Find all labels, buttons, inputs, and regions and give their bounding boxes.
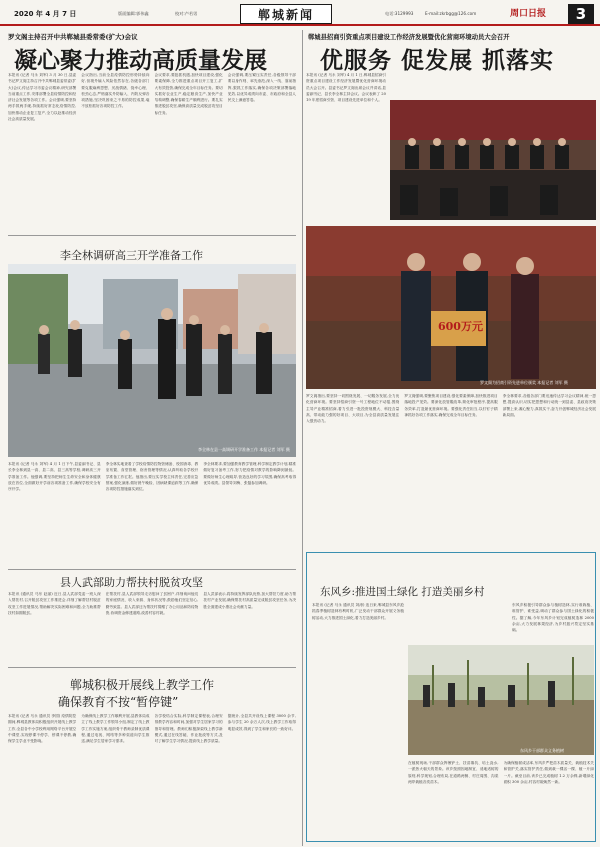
editor-credit: 版面编辑:郭伟鑫	[118, 11, 149, 16]
article3-headline: 优服务 促发展 抓落实	[320, 47, 555, 74]
page-number: 3	[568, 4, 594, 24]
column-divider	[302, 30, 303, 846]
article2-photo-credit: 李全林在县一高调研开学准备工作 本报记者 刘军 摄	[198, 447, 290, 452]
issue-date: 2020 年 4 月 7 日	[14, 10, 77, 18]
article1-body	[8, 72, 296, 232]
divider	[8, 235, 296, 236]
article1-headline: 凝心聚力推动高质量发展	[14, 47, 267, 74]
article1-col-2: 会议指出,当前全县疫情防控形势持续向好,但境外输入风险依然存在,各级各部门要克服麻痹思想、厌战情绪、侥幸心理、松劲心态,严格落实外防输入、内防反弹各项措施,坚决巩固来之不易的防控成果,毫不放松抓好各项防控工作。	[81, 73, 150, 109]
article5-col-4: 据统计,全县共开设线上课程 3000 余节,参与学生 20 余万人次,线上教学工作取得明显成效,得到了学生和家长的一致好评。	[227, 714, 296, 731]
article1-col-1: 本报讯 (记者 马永 刘军) 3 月 30 日,县委书记罗文阁主持召开中共郸城县委常委(扩大)会议,传达学习市委会议精神,研究部署当前重点工作,安排部署全县疫情防控和经济社会发展等各项工作。会议强调,要坚持两手抓两手硬,持续抓好常态化疫情防控,加快推动企业复工复产,全力以赴推动经济社会高质量发展。	[8, 73, 77, 122]
article4-col-3: 县人武部表示,将持续发挥部队优势,加大帮扶力度,助力帮扶村产业发展,确保帮扶村高质量完成脱贫攻坚任务,为决胜全面建成小康社会贡献力量。	[203, 592, 297, 609]
article5-col-3: 各学校结合实际,科学制定课程表,合理安排教学内容和时间,加强对学生居家学习的指导和管理。教师们积极探索线上教学新模式,通过在线答疑、作业批改等方式,及时了解学生学习情况,提高线上教学质量。	[154, 714, 223, 744]
article3-col-4: 李全林要求,各级各部门要迅速传达学习会议精神,统一思想,提高认识,切实把思想和行动统一到县委、县政府决策部署上来,凝心聚力,真抓实干,奋力开创郸城经济社会发展新局面。	[502, 394, 596, 417]
article6-col-3: 为确保植树成活率,东风乡严把苗木质量关、栽植技术关和管护关,落实管护责任,做到栽一棵活一棵、植一片绿一片。截至目前,该乡已完成植树 1.2 万余株,新增绿化面积 300 余亩,村容村貌焕然一新。	[503, 761, 594, 784]
article2-col-2: 李全林实地查看了学校疫情防控物资储备、校园消毒、教室布置、食堂管理、宿舍管理等情况,认真听取各学校开学准备工作汇报。他指出,要压实学校主体责任,完善应急预案,强化演练,做好晨午晚检、因病缺课追踪等工作,确保各项防控措施落实到位。	[105, 462, 199, 492]
article3-photo-meeting	[390, 100, 596, 220]
article2-headline: 李全林调研高三开学准备工作	[60, 249, 203, 262]
contact-phone: 电话:3129993	[385, 11, 414, 16]
article1-col-3: 会议要求,要抢抓机遇,加快项目建设,强化要素保障,全力推进重点项目开工复工,扩大有效投资,确保完成全年目标任务。要切实抓好农业生产,稳定粮食生产,加快产业结构调整,确保春耕生产顺利进行。要扎实推进脱贫攻坚,确保高质量完成脱贫攻坚目标任务。	[154, 73, 223, 115]
article1-kicker: 罗文阁主持召开中共郸城县委常委(扩大)会议	[8, 33, 138, 41]
article3-col-3: 罗文阁强调,要聚焦项目建设,强化要素保障,加快推进项目落地投产见效。要深化放管服改革,简化审批程序,提高服务效率,打造最优营商环境。要强化责任担当,以钉钉子精神抓好各项工作落实,确保完成全年目标任务。	[404, 394, 498, 417]
article6-col-2: 在植树现场,干部群众挥锹铲土、扶苗填坑、培土浇水,一派热火朝天的景象。该乡按照因地制宜、适地适树的原则,科学规划,合理布局,在道路两侧、村庄周围、沟渠两岸栽植各类苗木。	[408, 761, 499, 784]
divider	[8, 569, 296, 570]
article6-photo	[408, 645, 594, 755]
proofreader-credit: 校对:卢若男	[175, 11, 198, 16]
contact-email: E-mail:zkrbgg@126.com	[425, 11, 477, 16]
article3-photo-caption: 罗文阁为招商引资先进单位颁奖 本报记者 刘军 摄	[480, 380, 568, 385]
article3-photo-award	[306, 226, 596, 389]
article2-photo	[8, 264, 296, 457]
article3-body-top	[306, 72, 386, 227]
section-title: 郸城新闻	[257, 7, 314, 22]
award-check-amount: 600万元	[438, 320, 483, 333]
article5-col-1: 本报讯 (记者 马永 通讯员 李国) 疫情防控期间,郸城县教体局积极组织开展线上教学工作,全县各中小学校利用网络平台开展空中课堂,实现停课不停学、停课不停教,确保学生学业不受影响。	[8, 714, 77, 744]
article6-col-1: 本报讯 (记者 马永 通讯员 刘涛) 连日来,郸城县东风乡抢抓春季植树造林有利时机,广泛发动干部群众开展义务植树活动,大力推进国土绿化,着力打造美丽乡村。	[312, 603, 404, 620]
article6-photo-caption: 东风乡干部群众义务植树	[520, 748, 564, 753]
section-banner	[240, 4, 332, 24]
article4-col-2: 在帮扶村,县人武部领导走访慰问了贫困户,详细询问他们的家庭情况、收入来源、身体状况等,鼓励他们坚定信心,勤劳致富。县人武部还为帮扶村捐赠了办公用品和防疫物资,协调资金修建道路,改善村容村貌。	[105, 592, 199, 615]
article5-headline-line2: 确保教育不按“暂停键”	[58, 695, 179, 709]
article4-body	[8, 591, 296, 665]
article2-col-1: 本报讯 (记者 马永 刘军) 4 月 1 日下午,县委副书记、县长李全林到县一高、县二高、县三高等学校,调研高三开学准备工作。他强调,要坚持把师生生命安全和身体健康放在首位,全面做好开学前各项准备工作,确保学校安全有序开学。	[8, 462, 101, 492]
article5-col-2: 为确保线上教学工作顺利开展,县教体局成立了线上教学工作领导小组,制定了线上教学工作实施方案,组织骨干教师录制优质课程,通过电视、网络等多种渠道向学生推送,满足学生居家学习需求。	[81, 714, 150, 744]
article6-body	[408, 760, 594, 838]
article5-body	[8, 713, 296, 843]
article3-kicker: 郸城县招商引资重点项目建设工作经济发展暨优化营商环境动员大会召开	[308, 34, 510, 41]
article3-body	[306, 393, 596, 548]
article2-col-3: 李全林要求,要加强教育教学管理,科学制定教学计划,精准做好复习备考工作,努力把疫情对教学的影响降到最低。要做好师生心理疏导,营造良好的学习氛围,确保高考取得优异成绩。县领导刘梅、张磊参加调研。	[203, 462, 297, 485]
article3-col-2: 罗文阁指出,要坚持一切围绕发展、一切服务发展,全力优化营商环境。要坚持招商引资一号工程地位不动摇,围绕主导产业精准招商,着力引进一批投资规模大、科技含量高、带动能力强的好项目、大项目,为全县高质量发展注入强劲动力。	[306, 394, 400, 424]
article6-right-text: 东风乡积极引导群众参与植树造林,实行谁栽植、谁管护、谁受益,调动了群众参与国土绿化的积极性。据了解,今年东风乡计划完成植树造林 2000 余亩,大力发展林果经济,为乡村振兴奠定坚实基础。	[512, 603, 594, 633]
article5-headline-line1: 郸城积极开展线上教学工作	[70, 678, 215, 692]
article4-col-1: 本报讯 (通讯员 马东 赵丽) 近日,县人武部党委一班人深入帮扶村,召开脱贫攻坚工作推进会,详细了解帮扶村脱贫攻坚工作进展情况,帮助解决实际困难和问题,全力助推帮扶村如期脱贫。	[8, 592, 101, 615]
article1-col-4: 会议强调,要压紧压实责任,各级领导干部要以身作则、率先垂范,深入一线、靠前指挥,狠抓工作落实,确保各项决策部署落地见效,以优异成绩向市委、市政府和全县人民交上满意答卷。	[227, 73, 296, 103]
article6-right-text-wrap	[512, 602, 594, 642]
divider	[8, 667, 296, 668]
article4-headline: 县人武部助力帮扶村脱贫攻坚	[60, 576, 203, 589]
article6-col-1-wrap	[312, 602, 404, 837]
article6-headline: 东风乡:推进国土绿化 打造美丽乡村	[320, 586, 485, 598]
article3-col-1: 本报讯 (记者 马永 刘军) 4 月 1 日,郸城县招商引资重点项目建设工作经济发展暨优化营商环境动员大会召开。县委书记罗文阁出席会议并讲话,县委副书记、县长李全林主持会议。会议表彰了 2019 年度招商引资、项目建设先进单位和个人。	[306, 73, 386, 103]
newspaper-logo: 周口日报	[510, 9, 547, 19]
article2-body	[8, 461, 296, 567]
